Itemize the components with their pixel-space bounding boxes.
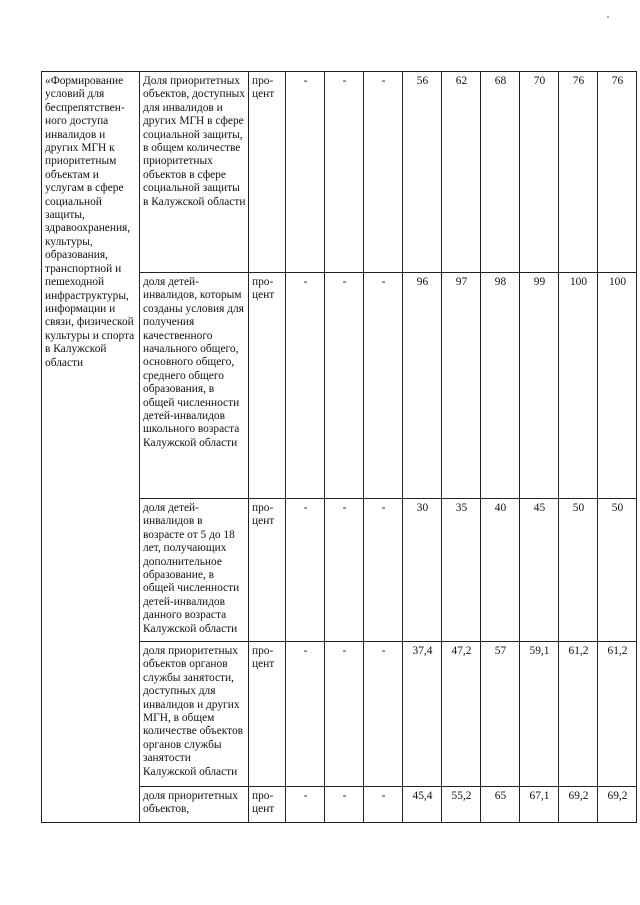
value-cell: 37,4 <box>403 642 442 787</box>
value-cell: 69,2 <box>598 787 637 823</box>
value-cell: 76 <box>598 72 637 273</box>
unit-cell: про- цент <box>249 499 286 642</box>
value-cell: 100 <box>559 273 598 499</box>
value-cell: 50 <box>559 499 598 642</box>
unit-cell: про- цент <box>249 273 286 499</box>
value-cell: 99 <box>520 273 559 499</box>
value-cell: 61,2 <box>559 642 598 787</box>
value-cell: 96 <box>403 273 442 499</box>
unit-cell: про- цент <box>249 642 286 787</box>
value-cell: 68 <box>481 72 520 273</box>
value-cell: - <box>364 787 403 823</box>
value-cell: - <box>325 72 364 273</box>
indicator-cell: доля приоритетных объектов, <box>140 787 249 823</box>
value-cell: 69,2 <box>559 787 598 823</box>
value-cell: 59,1 <box>520 642 559 787</box>
value-cell: 76 <box>559 72 598 273</box>
indicator-cell: доля приоритетных объектов органов службы занятости, доступных для инвалидов и других МГН, в общем количестве объектов органов службы занятости Калужской области <box>140 642 249 787</box>
value-cell: - <box>286 642 325 787</box>
value-cell: 70 <box>520 72 559 273</box>
value-cell: 50 <box>598 499 637 642</box>
value-cell: 56 <box>403 72 442 273</box>
value-cell: 67,1 <box>520 787 559 823</box>
value-cell: 47,2 <box>442 642 481 787</box>
indicator-cell: доля детей-инвалидов в возрасте от 5 до 18 лет, получающих дополнительное образование, в общей численности детей-инвалидов данного возраста Калужской области <box>140 499 249 642</box>
value-cell: - <box>325 273 364 499</box>
value-cell: 65 <box>481 787 520 823</box>
value-cell: - <box>286 499 325 642</box>
scan-speck <box>607 16 609 18</box>
value-cell: - <box>364 273 403 499</box>
value-cell: - <box>325 787 364 823</box>
value-cell: - <box>286 787 325 823</box>
value-cell: 61,2 <box>598 642 637 787</box>
unit-cell: про- цент <box>249 787 286 823</box>
value-cell: 98 <box>481 273 520 499</box>
indicator-cell: Доля приоритетных объектов, доступных для инвалидов и других МГН в сфере социальной защиты, в общем количестве приоритетных объектов в сфере социальной защиты в Калужской области <box>140 72 249 273</box>
value-cell: 35 <box>442 499 481 642</box>
value-cell: 40 <box>481 499 520 642</box>
value-cell: - <box>325 499 364 642</box>
value-cell: 45,4 <box>403 787 442 823</box>
value-cell: - <box>286 72 325 273</box>
value-cell: 57 <box>481 642 520 787</box>
unit-cell: про- цент <box>249 72 286 273</box>
value-cell: 55,2 <box>442 787 481 823</box>
value-cell: - <box>286 273 325 499</box>
value-cell: 62 <box>442 72 481 273</box>
value-cell: 100 <box>598 273 637 499</box>
value-cell: - <box>325 642 364 787</box>
goal-cell: «Формирование условий для беспрепятствен-ного доступа инвалидов и других МГН к приоритетным объектам и услугам в сфере социальной защиты, здравоохранения, культуры, образования, транспортной и пешеходной инфраструктуры, информации и связи, физической культуры и спорта в Калужской области <box>42 72 140 823</box>
value-cell: 45 <box>520 499 559 642</box>
value-cell: 97 <box>442 273 481 499</box>
table-row <box>42 72 637 273</box>
indicators-table <box>41 71 637 823</box>
value-cell: - <box>364 642 403 787</box>
indicator-cell: доля детей-инвалидов, которым созданы условия для получения качественного начального общего, основного общего, среднего общего образования, в общей численности детей-инвалидов школьного возраста Калужской области <box>140 273 249 499</box>
value-cell: - <box>364 72 403 273</box>
value-cell: - <box>364 499 403 642</box>
value-cell: 30 <box>403 499 442 642</box>
